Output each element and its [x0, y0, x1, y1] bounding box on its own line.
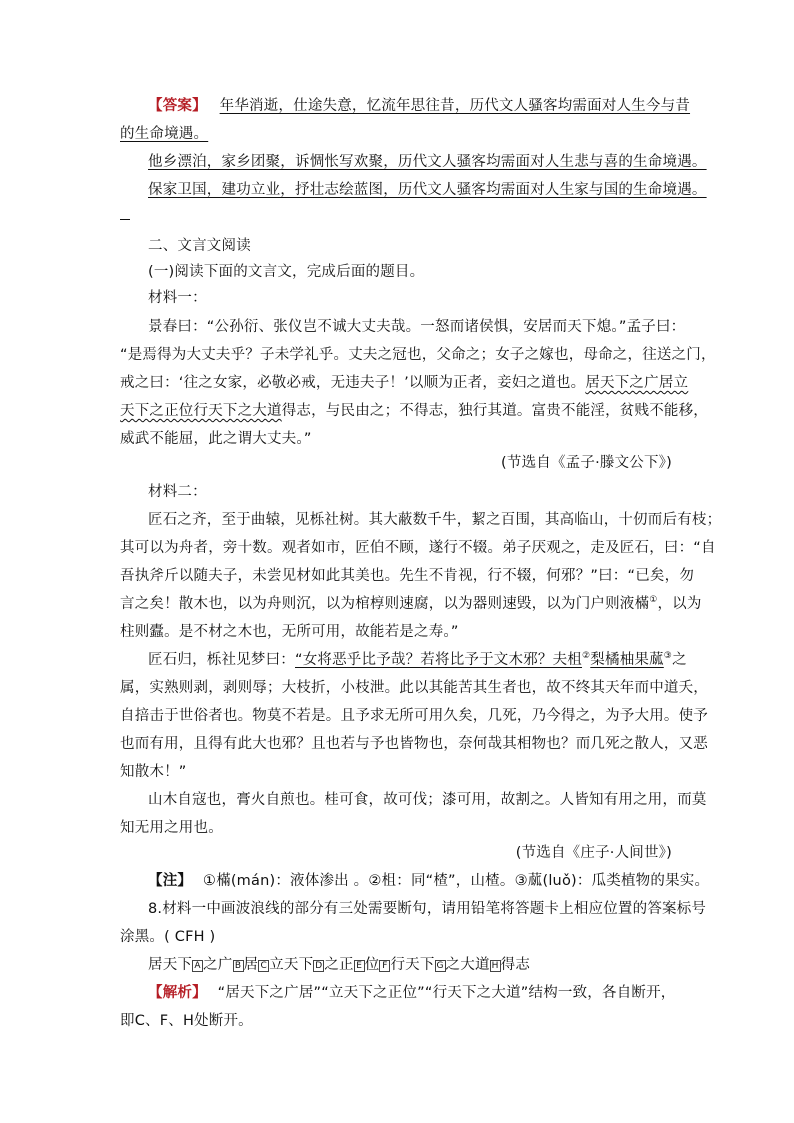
segment-4: 立天下: [269, 957, 314, 973]
material2-p2-end: 之: [672, 652, 687, 668]
material2-p3-line-2: 知无用之用也。: [120, 820, 223, 836]
material1-source: (节选自《孟子·滕文公下》): [501, 455, 672, 471]
material2-p2-line-3: 自掊击于世俗者也。物莫不若是。且予求无所可用久矣，几死，乃今得之，为予大用。使予: [120, 708, 708, 724]
material1-label: 材料一：: [148, 290, 207, 306]
question8-segmented-text: [148, 955, 680, 975]
material1-line-2: “是焉得为大丈夫乎？子未学礼乎。丈夫之冠也，父命之；女子之嫁也，母命之，往送之门，: [120, 347, 716, 363]
marker-c: C: [258, 960, 269, 972]
material1-line-3: [120, 373, 689, 393]
material1-line-4-text: 得志，与民由之；不得志，独行其道。富贵不能淫，贫贱不能移，: [281, 403, 709, 419]
material2-p3-line-1: 山木自寇也，膏火自煎也。桂可食，故可伐；漆可用，故割之。人皆知有用之用，而莫: [148, 792, 707, 808]
marker-f: F: [379, 960, 390, 972]
question8-line-1: 8.材料一中画波浪线的部分有三处需要断句，请用铅笔将答题卡上相应位置的答案标号: [148, 901, 707, 917]
material1-line-5: 威武不能屈，此之谓大丈夫。”: [120, 431, 312, 447]
material2-line-4-end: ，以为: [657, 596, 702, 612]
analysis-line-1: [148, 983, 680, 1003]
material2-label: 材料二：: [148, 484, 207, 500]
question8-line-2: 涂黑。( CFH ): [120, 929, 216, 945]
footnote-ref-3: ③: [663, 651, 673, 662]
section-heading: 二、文言文阅读: [148, 238, 251, 254]
material1-line-3-text: 戒之曰：‘往之女家，必敬必戒，无违夫子！’以顺为正者，妾妇之道也。: [120, 375, 586, 391]
footnote-ref-2: ②: [582, 651, 591, 662]
marker-d: D: [315, 961, 323, 971]
footnote-ref-1: ①: [649, 595, 658, 606]
material2-p2-underlined-2: 梨橘柚果蓏: [590, 652, 664, 668]
marker-b: B: [233, 960, 244, 972]
analysis-text-1: “居天下之广居”“立天下之正位”“行天下之大道”结构一致，各自断开，: [217, 985, 676, 1001]
marker-a: A: [192, 960, 203, 972]
marker-e: E: [354, 960, 365, 972]
material1-line-4: [120, 401, 709, 421]
material1-wavy-2: 天下之正位行天下之大道: [120, 403, 282, 419]
material2-p2-line-2: 属，实熟则剥，剥则辱；大枝折，小枝泄。此以其能苦其生者也，故不终其天年而中道夭，: [120, 680, 708, 696]
segment-5: 之正: [324, 957, 354, 973]
analysis-text-2: 即C、F、H处断开。: [120, 1013, 253, 1029]
answer-line-1: [148, 96, 691, 116]
note-text: ①樠(mán)：液体渗出 。②柤：同“楂”，山楂。③蓏(luǒ)：瓜类植物的果实。: [202, 873, 710, 889]
material2-line-4-text: 言之矣！散木也，以为舟则沉，以为棺椁则速腐，以为器则速毁，以为门户则液樠: [120, 596, 650, 612]
material2-line-3: 吾执斧斤以随夫子，未尝见材如此其美也。先生不肯视，行不辍，何邪？”曰：“已矣，勿: [120, 568, 695, 584]
segment-3: 居: [243, 957, 259, 973]
material2-p2-line-5: 知散木！”: [120, 764, 187, 780]
material2-line-2: 其可以为舟者，旁十数。观者如市，匠伯不顾，遂行不辍。弟子厌观之，走及匠石，曰：“自: [120, 540, 716, 556]
segment-7: 行天下: [390, 957, 435, 973]
segment-9: 得志: [500, 957, 531, 973]
note-line: [148, 871, 710, 891]
material1-wavy-1: 居天下之广居立: [585, 375, 689, 391]
answer-tag: 【答案】: [148, 98, 207, 114]
material2-p2-underlined: “女将恶乎比予哉？若将比予于文木邪？夫柤: [295, 652, 583, 668]
material2-p2-line-4: 也而有用，且得有此大也邪？且也若与予也皆物也，奈何哉其相物也？而几死之散人，又恶: [120, 736, 708, 752]
answer-text-1-cont: 的生命境遇。: [120, 126, 209, 142]
material2-line-4: [120, 594, 702, 614]
segment-6: 位: [364, 957, 380, 973]
analysis-tag: 【解析】: [148, 985, 207, 1001]
answer-text-1: 年华消逝，仕途失意，忆流年思往昔，历代文人骚客均需面对人生今与昔: [219, 98, 691, 114]
answer-text-3: 保家卫国，建功立业，抒壮志绘蓝图，历代文人骚客均需面对人生家与国的生命境遇。: [148, 182, 707, 198]
material2-source: (节选自《庄子·人间世》): [515, 845, 672, 861]
marker-h: H: [490, 960, 501, 972]
note-tag: 【注】: [148, 873, 193, 889]
answer-blank-line: [120, 219, 130, 220]
material2-p2-line-1: [148, 650, 687, 670]
marker-g: G: [436, 961, 444, 971]
answer-text-2: 他乡漂泊，家乡团聚，诉惆怅写欢聚，历代文人骚客均需面对人生悲与喜的生命境遇。: [148, 154, 707, 170]
material2-p2-text: 匠石归，栎社见梦曰：: [148, 652, 295, 668]
material2-line-5: 柱则蠹。是不材之木也，无所可用，故能若是之寿。”: [120, 624, 459, 640]
section-instruction: (一)阅读下面的文言文，完成后面的题目。: [148, 264, 425, 280]
segment-8: 之大道: [445, 957, 490, 973]
segment-1: 居天下: [148, 957, 193, 973]
material2-line-1: 匠石之齐，至于曲辕，见栎社树。其大蔽数千牛，絜之百围，其高临山，十仞而后有枝；: [148, 512, 722, 528]
segment-2: 之广: [203, 957, 233, 973]
material1-line-1: 景春曰：“公孙衍、张仪岂不诚大丈夫哉。一怒而诸侯惧，安居而天下熄。”孟子曰：: [148, 319, 686, 335]
